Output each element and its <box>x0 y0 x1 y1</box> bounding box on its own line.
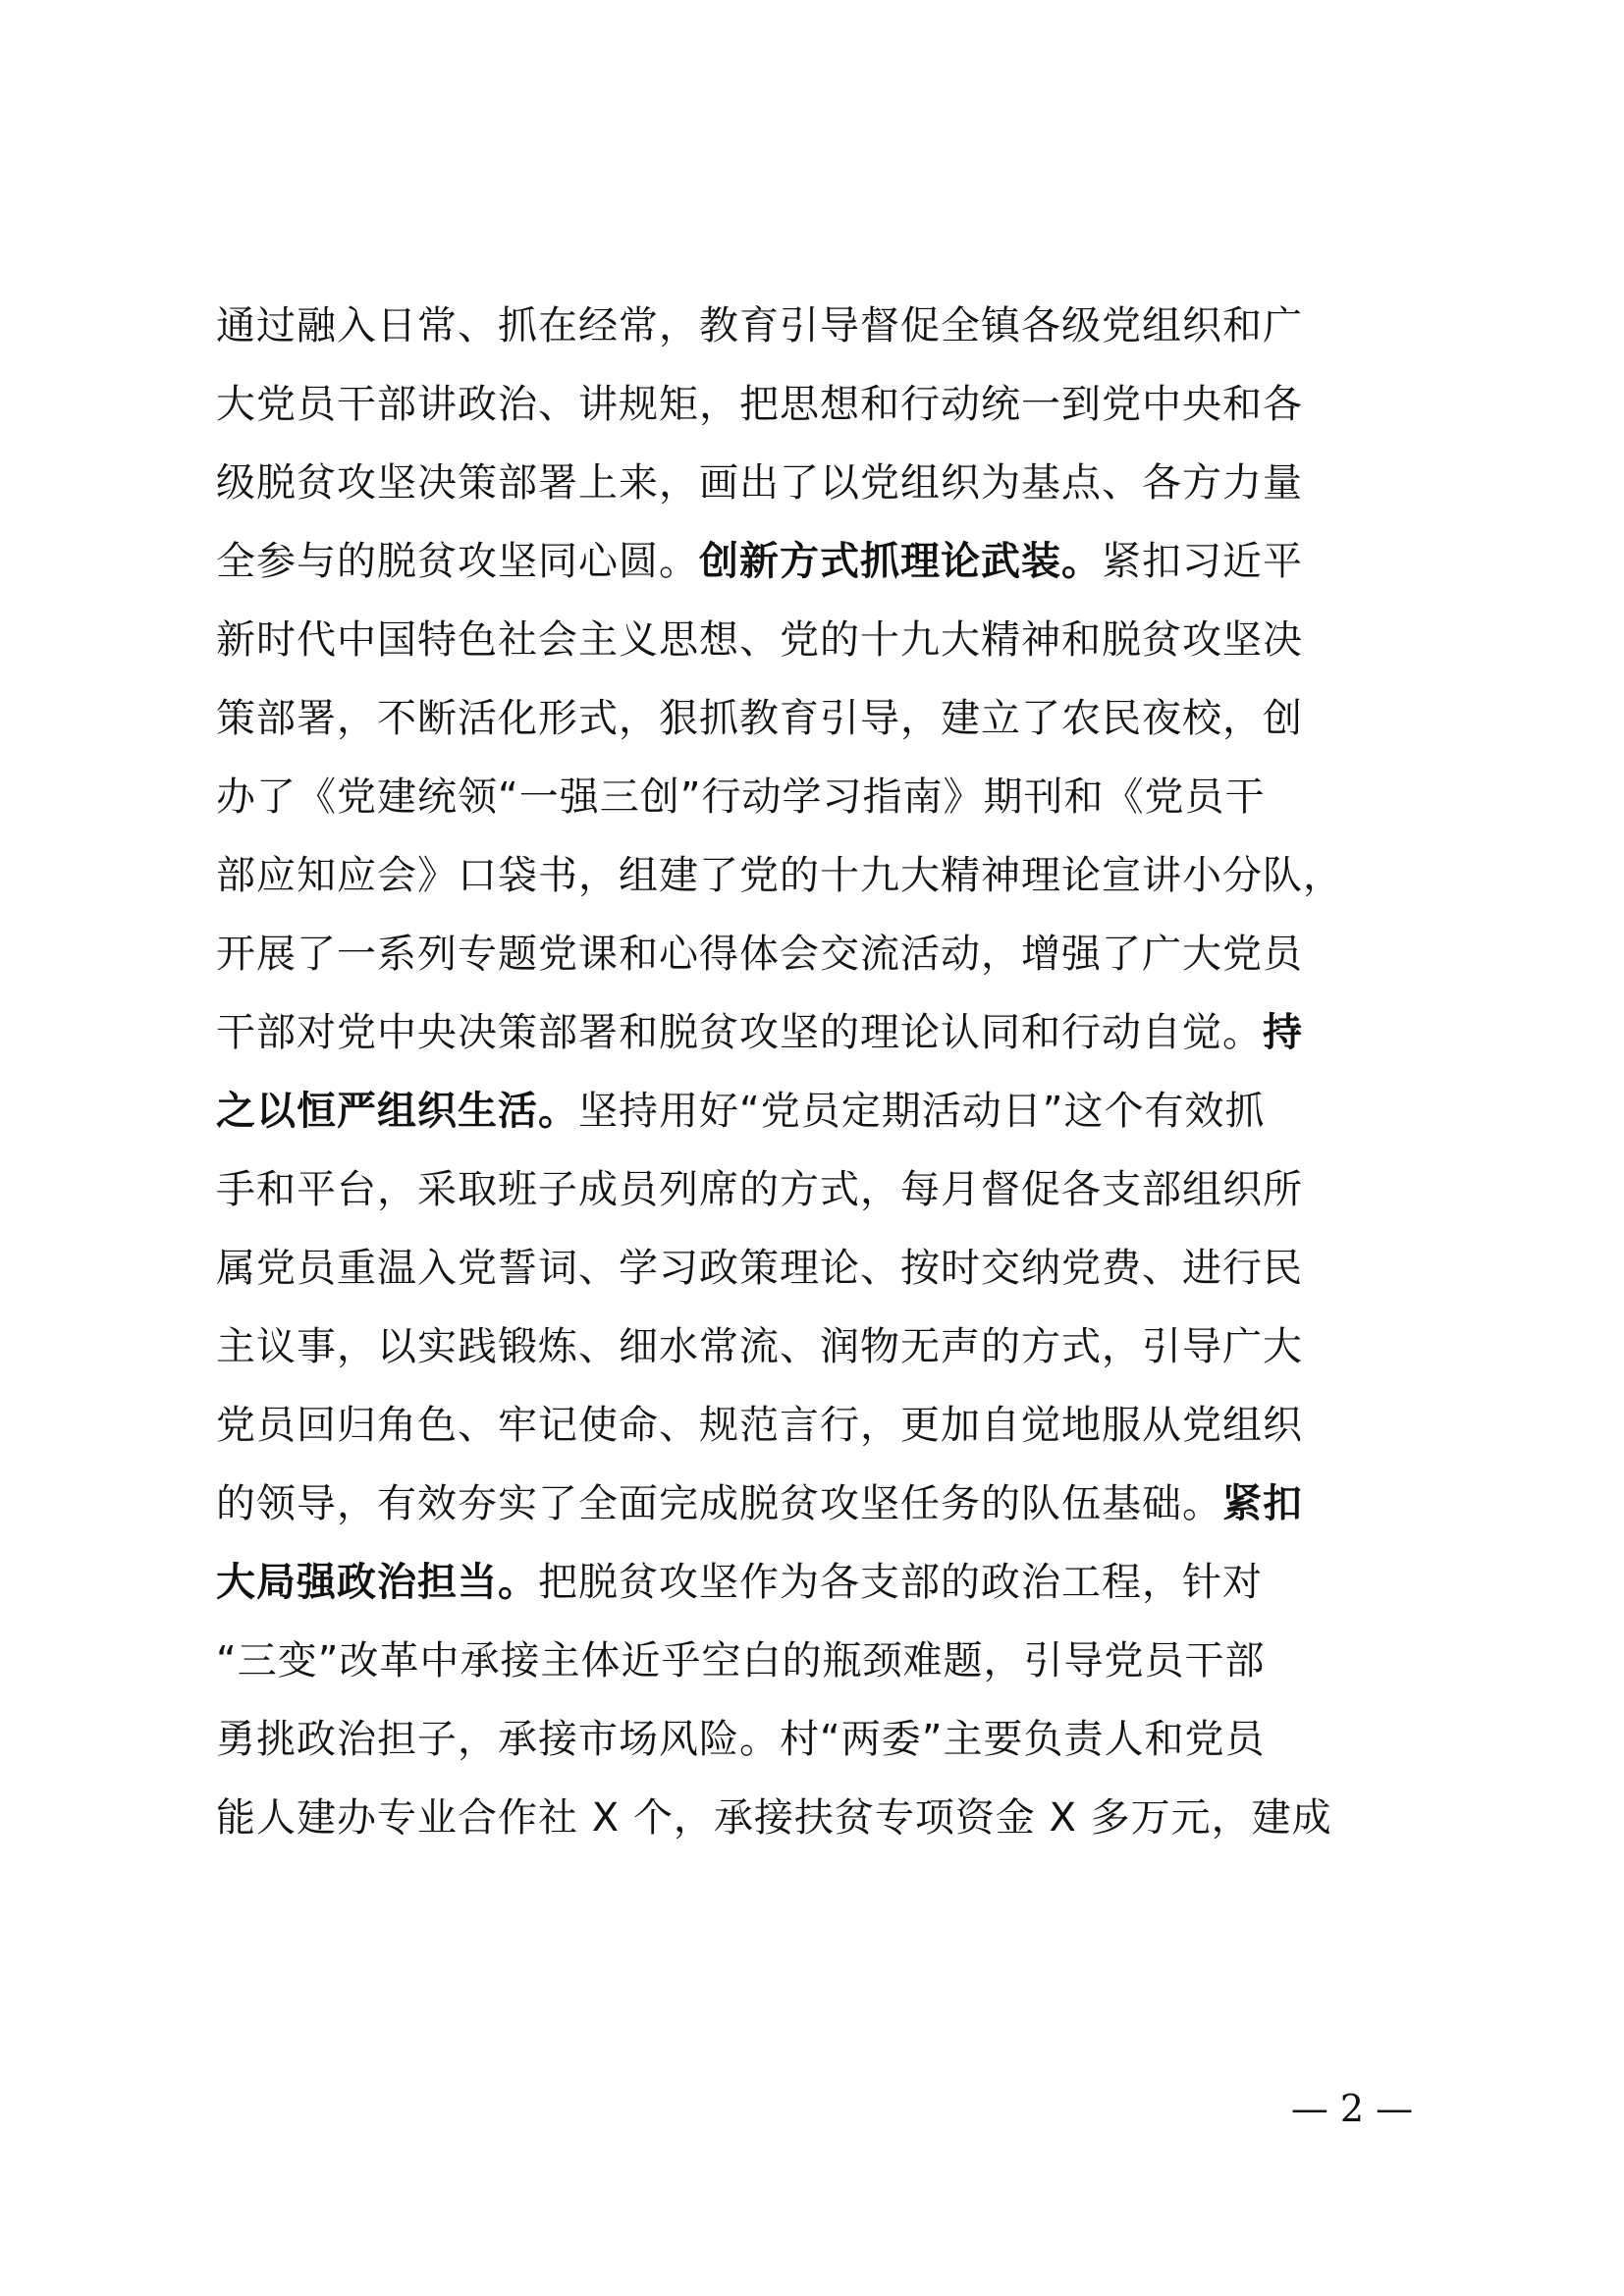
plain-text: 能人建办专业合作社 X 个，承接扶贫专项资金 X 多万元，建成 <box>216 1795 1332 1841</box>
text-line-2 <box>216 365 1443 444</box>
text-line-14 <box>216 1308 1443 1386</box>
text-line-5 <box>216 601 1443 679</box>
plain-text: 级脱贫攻坚决策部署上来，画出了以党组织为基点、各方力量 <box>216 460 1303 506</box>
text-line-6 <box>216 679 1443 758</box>
text-line-10 <box>216 993 1443 1072</box>
text-line-13 <box>216 1229 1443 1308</box>
plain-text: 开展了一系列专题党课和心得体会交流活动，增强了广大党员 <box>216 932 1303 977</box>
plain-text: 把脱贫攻坚作为各支部的政治工程，针对 <box>538 1560 1263 1605</box>
text-line-15 <box>216 1386 1443 1465</box>
text-line-19 <box>216 1700 1443 1779</box>
text-line-9 <box>216 915 1443 993</box>
bold-heading: 大局强政治担当。 <box>216 1560 538 1605</box>
plain-text: 部应知应会》口袋书，组建了党的十九大精神理论宣讲小分队， <box>216 853 1343 898</box>
page-number: — 2 — <box>1290 2087 1414 2130</box>
body-paragraph <box>216 287 1443 1857</box>
plain-text: 勇挑政治担子，承接市场风险。村“两委”主要负责人和党员 <box>216 1717 1266 1762</box>
plain-text: 手和平台，采取班子成员列席的方式，每月督促各支部组织所 <box>216 1167 1303 1212</box>
plain-text: 坚持用好“党员定期活动日”这个有效抓 <box>578 1089 1266 1134</box>
plain-text: 办了《党建统领“一强三创”行动学习指南》期刊和《党员干 <box>216 774 1266 820</box>
text-line-17 <box>216 1543 1443 1622</box>
bold-heading: 创新方式抓理论武装。 <box>699 539 1102 584</box>
plain-text: 主议事，以实践锻炼、细水常流、润物无声的方式，引导广大 <box>216 1324 1303 1369</box>
plain-text: 属党员重温入党誓词、学习政策理论、按时交纳党费、进行民 <box>216 1246 1303 1291</box>
text-line-20 <box>216 1779 1443 1857</box>
text-line-7 <box>216 758 1443 836</box>
text-line-3 <box>216 444 1443 522</box>
text-line-18 <box>216 1622 1443 1700</box>
plain-text: 新时代中国特色社会主义思想、党的十九大精神和脱贫攻坚决 <box>216 617 1303 663</box>
plain-text: 干部对党中央决策部署和脱贫攻坚的理论认同和行动自觉。 <box>216 1010 1263 1055</box>
bold-heading: 之以恒严组织生活。 <box>216 1089 578 1134</box>
text-line-16 <box>216 1465 1443 1543</box>
bold-heading: 持 <box>1263 1010 1303 1055</box>
plain-text: 策部署，不断活化形式，狠抓教育引导，建立了农民夜校，创 <box>216 696 1303 741</box>
plain-text: 的领导，有效夯实了全面完成脱贫攻坚任务的队伍基础。 <box>216 1481 1222 1526</box>
text-line-4 <box>216 522 1443 601</box>
plain-text: 党员回归角色、牢记使命、规范言行，更加自觉地服从党组织 <box>216 1403 1303 1448</box>
plain-text: 通过融入日常、抓在经常，教育引导督促全镇各级党组织和广 <box>216 303 1303 348</box>
plain-text: “三变”改革中承接主体近乎空白的瓶颈难题，引导党员干部 <box>216 1638 1266 1683</box>
plain-text: 全参与的脱贫攻坚同心圆。 <box>216 539 699 584</box>
text-line-8 <box>216 836 1443 915</box>
text-line-12 <box>216 1150 1443 1229</box>
plain-text: 大党员干部讲政治、讲规矩，把思想和行动统一到党中央和各 <box>216 382 1303 427</box>
plain-text: 紧扣习近平 <box>1102 539 1303 584</box>
bold-heading: 紧扣 <box>1222 1481 1303 1526</box>
text-line-1 <box>216 287 1443 365</box>
text-line-11 <box>216 1072 1443 1150</box>
